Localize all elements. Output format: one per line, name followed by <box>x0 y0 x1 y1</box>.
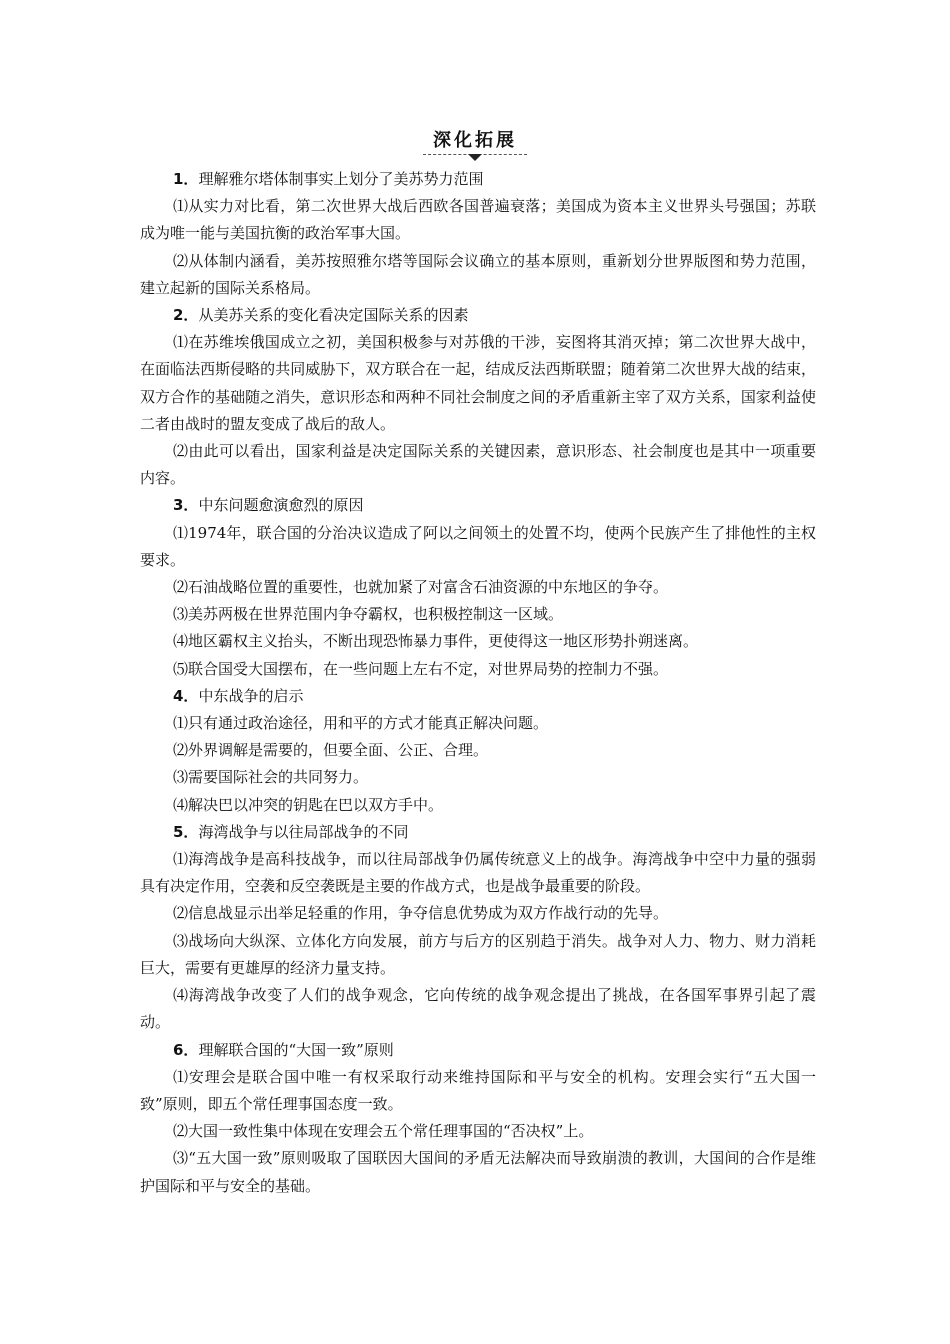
paragraph: ⑷地区霸权主义抬头，不断出现恐怖暴力事件，更使得这一地区形势扑朔迷离。 <box>173 632 699 651</box>
heading-3: 3．中东问题愈演愈烈的原因 <box>173 496 364 515</box>
paragraph: ⑷海湾战争改变了人们的战争观念，它向传统的战争观念提出了挑战，在各国军事界引起了震动。 <box>140 986 816 1032</box>
section-title: 深化拓展 <box>423 126 527 155</box>
heading-5: 5．海湾战争与以往局部战争的不同 <box>173 822 409 841</box>
paragraph: ⑵外界调解是需要的，但要全面、公正、合理。 <box>173 741 489 760</box>
paragraph: ⑵从体制内涵看，美苏按照雅尔塔等国际会议确立的基本原则，重新划分世界版图和势力范围，建立起新的国际关系格局。 <box>140 251 816 297</box>
document-body <box>140 166 816 1200</box>
paragraph: ⑷解决巴以冲突的钥匙在巴以双方手中。 <box>173 795 444 814</box>
triangle-down-icon <box>468 154 482 161</box>
heading-6: 6．理解联合国的“大国一致”原则 <box>173 1040 394 1059</box>
paragraph: ⑵大国一致性集中体现在安理会五个常任理事国的“否决权”上。 <box>173 1122 594 1141</box>
paragraph: ⑴从实力对比看，第二次世界大战后西欧各国普遍衰落；美国成为资本主义世界头号强国；苏联成为唯一能与美国抗衡的政治军事大国。 <box>140 197 816 243</box>
paragraph: ⑸联合国受大国摆布，在一些问题上左右不定，对世界局势的控制力不强。 <box>173 659 669 678</box>
paragraph: ⑵石油战略位置的重要性，也就加紧了对富含石油资源的中东地区的争夺。 <box>173 578 669 597</box>
paragraph: ⑴安理会是联合国中唯一有权采取行动来维持国际和平与安全的机构。安理会实行“五大国一致”原则，即五个常任理事国态度一致。 <box>140 1067 816 1113</box>
paragraph: ⑴只有通过政治途径，用和平的方式才能真正解决问题。 <box>173 714 549 733</box>
paragraph: ⑶战场向大纵深、立体化方向发展，前方与后方的区别趋于消失。战争对人力、物力、财力消耗巨大，需要有更雄厚的经济力量支持。 <box>140 931 816 977</box>
paragraph: ⑵由此可以看出，国家利益是决定国际关系的关键因素，意识形态、社会制度也是其中一项重要内容。 <box>140 442 816 488</box>
paragraph: ⑴1974年，联合国的分治决议造成了阿以之间领土的处置不均，使两个民族产生了排他性的主权要求。 <box>140 523 816 569</box>
heading-2: 2．从美苏关系的变化看决定国际关系的因素 <box>173 306 469 325</box>
section-header <box>0 126 950 155</box>
heading-4: 4．中东战争的启示 <box>173 686 304 705</box>
paragraph: ⑶美苏两极在世界范围内争夺霸权，也积极控制这一区域。 <box>173 605 564 624</box>
paragraph: ⑶“五大国一致”原则吸取了国联因大国间的矛盾无法解决而导致崩溃的教训，大国间的合作是维护国际和平与安全的基础。 <box>140 1149 816 1195</box>
paragraph: ⑵信息战显示出举足轻重的作用，争夺信息优势成为双方作战行动的先导。 <box>173 904 669 923</box>
paragraph: ⑴海湾战争是高科技战争，而以往局部战争仍属传统意义上的战争。海湾战争中空中力量的强弱具有决定作用，空袭和反空袭既是主要的作战方式，也是战争最重要的阶段。 <box>140 850 816 896</box>
paragraph: ⑴在苏维埃俄国成立之初，美国积极参与对苏俄的干涉，妄图将其消灭掉；第二次世界大战中，在面临法西斯侵略的共同威胁下，双方联合在一起，结成反法西斯联盟；随着第二次世界大战的结束，双方合作的基础随之消失，意识形态和两种不同社会制度之间的矛盾重新主宰了双方关系，国家利益使二者由战时的盟友变成了战后的敌人。 <box>140 333 816 433</box>
heading-1: 1．理解雅尔塔体制事实上划分了美苏势力范围 <box>173 170 484 188</box>
paragraph: ⑶需要国际社会的共同努力。 <box>173 768 369 787</box>
